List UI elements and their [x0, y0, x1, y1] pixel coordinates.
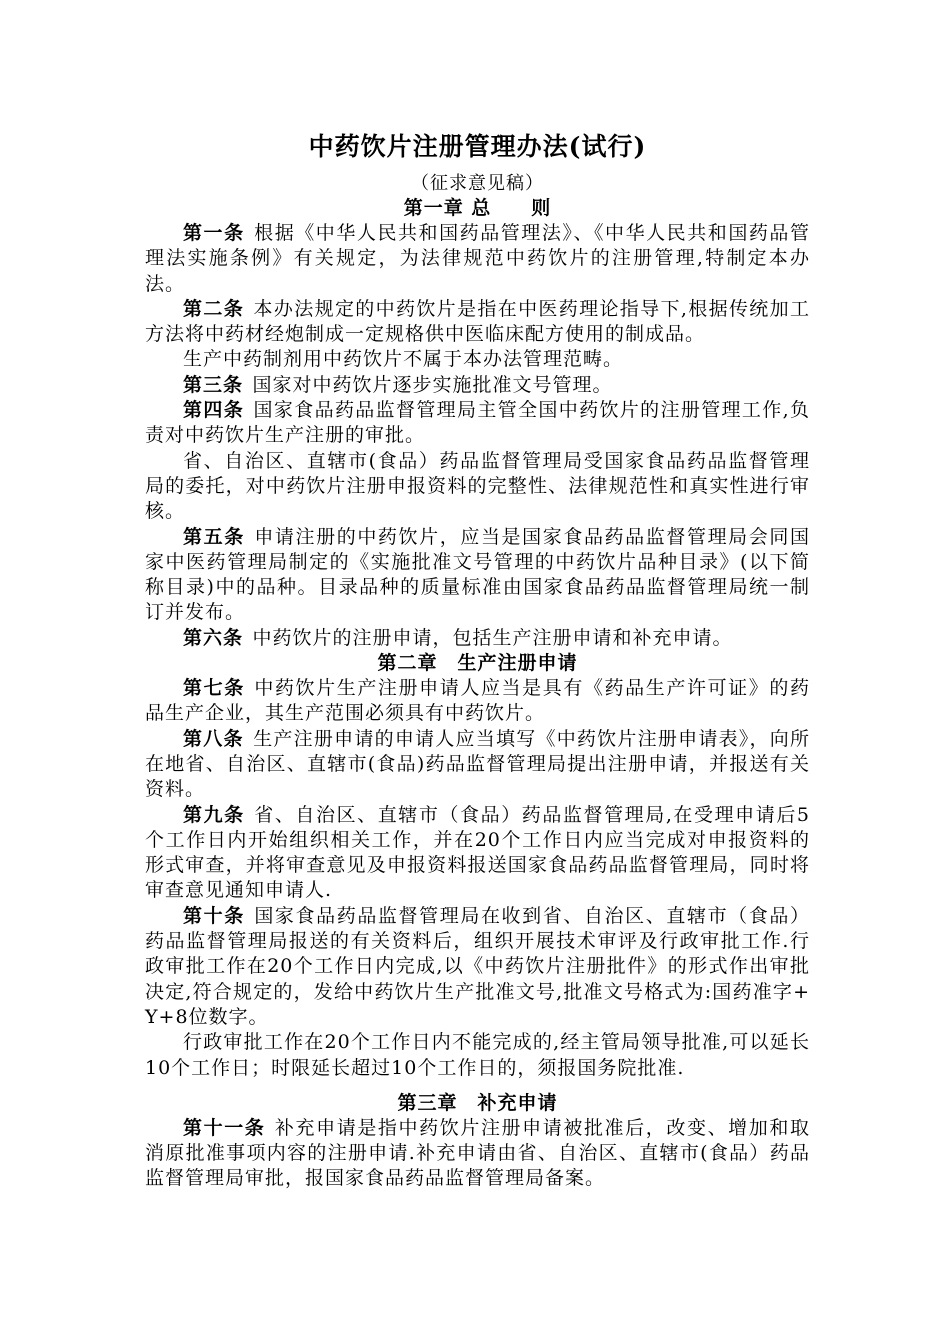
paragraph: 省、自治区、直辖市(食品）药品监督管理局受国家食品药品监督管理局的委托，对中药饮片注册申报资料的完整性、法律规范性和真实性进行审核。: [145, 449, 810, 523]
article-11: [145, 1116, 810, 1192]
article-text: 中药饮片生产注册申请人应当是具有《药品生产许可证》的药品生产企业，其生产范围必须具有中药饮片。: [145, 677, 810, 725]
article-1: [145, 221, 810, 297]
article-text: 中药饮片的注册申请，包括生产注册申请和补充申请。: [252, 626, 733, 649]
article-text: 生产注册申请的申请人应当填写《中药饮片注册申请表》，向所在地省、自治区、直辖市(食品)药品监督管理局提出注册申请，并报送有关资料。: [145, 727, 810, 801]
article-label: 第二条: [183, 297, 245, 320]
chapter-3: [145, 1091, 810, 1192]
chapter-heading: 第三章 补充申请: [397, 1091, 558, 1114]
article-8: [145, 727, 810, 803]
article-label: 第九条: [183, 803, 245, 826]
article-label: 第七条: [183, 677, 245, 700]
document-body: [145, 130, 810, 1192]
article-5: [145, 525, 810, 626]
article-3: [145, 373, 810, 398]
article-text: 根据《中华人民共和国药品管理法》、《中华人民共和国药品管理法实施条例》有关规定，为法律规范中药饮片的注册管理,特制定本办法。: [145, 222, 810, 295]
article-7: [145, 676, 810, 727]
article-6: [145, 626, 810, 651]
article-label: 第四条: [183, 399, 245, 422]
article-4: [145, 398, 810, 449]
article-label: 第五条: [183, 525, 245, 548]
chapter-2: [145, 651, 810, 1081]
article-text: 本办法规定的中药饮片是指在中医药理论指导下,根据传统加工方法将中药材经炮制成一定规格供中医临床配方使用的制成品。: [145, 297, 810, 346]
article-label: 第一条: [183, 222, 245, 244]
chapter-heading: 第二章 生产注册申请: [377, 652, 578, 675]
article-text: 国家对中药饮片逐步实施批准文号管理。: [252, 373, 613, 396]
article-label: 第八条: [183, 727, 244, 750]
document-subtitle: （征求意见稿）: [411, 173, 544, 194]
paragraph: 行政审批工作在20个工作日内不能完成的,经主管局领导批准,可以延长10个工作日；时限延长超过10个工作日的，须报国务院批准.: [145, 1031, 810, 1079]
article-text: 国家食品药品监督管理局主管全国中药饮片的注册管理工作,负责对中药饮片生产注册的审批。: [145, 399, 810, 447]
article-label: 第三条: [183, 373, 244, 396]
article-text: 省、自治区、直辖市（食品）药品监督管理局,在受理申请后5个工作日内开始组织相关工作，并在20个工作日内应当完成对申报资料的形式审查，并将审查意见及申报资料报送国家食品药品监督管理局，同时将审查意见通知申请人.: [145, 803, 810, 902]
article-text: 补充申请是指中药饮片注册申请被批准后，改变、增加和取消原批准事项内容的注册申请.补充申请由省、自治区、直辖市(食品）药品监督管理局审批，报国家食品药品监督管理局备案。: [145, 1116, 810, 1190]
article-10: [145, 904, 810, 1030]
document-title: 中药饮片注册管理办法(试行): [308, 132, 647, 161]
article-2: [145, 297, 810, 348]
paragraph: 生产中药制剂用中药饮片不属于本办法管理范畴。: [183, 348, 624, 371]
article-label: 第十一条: [183, 1116, 266, 1139]
chapter-heading: 第一章 总 则: [403, 197, 552, 219]
article-text: 国家食品药品监督管理局在收到省、自治区、直辖市（食品）药品监督管理局报送的有关资料后，组织开展技术审评及行政审批工作.行政审批工作在20个工作日内完成,以《中药饮片注册批件》的形式作出审批决定,符合规定的，发给中药饮片生产批准文号,批准文号格式为:国药准字+ Y+8位数字。: [145, 904, 810, 1028]
article-label: 第六条: [183, 626, 244, 649]
chapter-1: [145, 196, 810, 651]
article-label: 第十条: [183, 904, 245, 927]
article-9: [145, 803, 810, 904]
article-text: 申请注册的中药饮片，应当是国家食品药品监督管理局会同国家中医药管理局制定的《实施批准文号管理的中药饮片品种目录》(以下简称目录)中的品种。目录品种的质量标准由国家食品药品监督管理局统一制订并发布。: [145, 525, 810, 624]
